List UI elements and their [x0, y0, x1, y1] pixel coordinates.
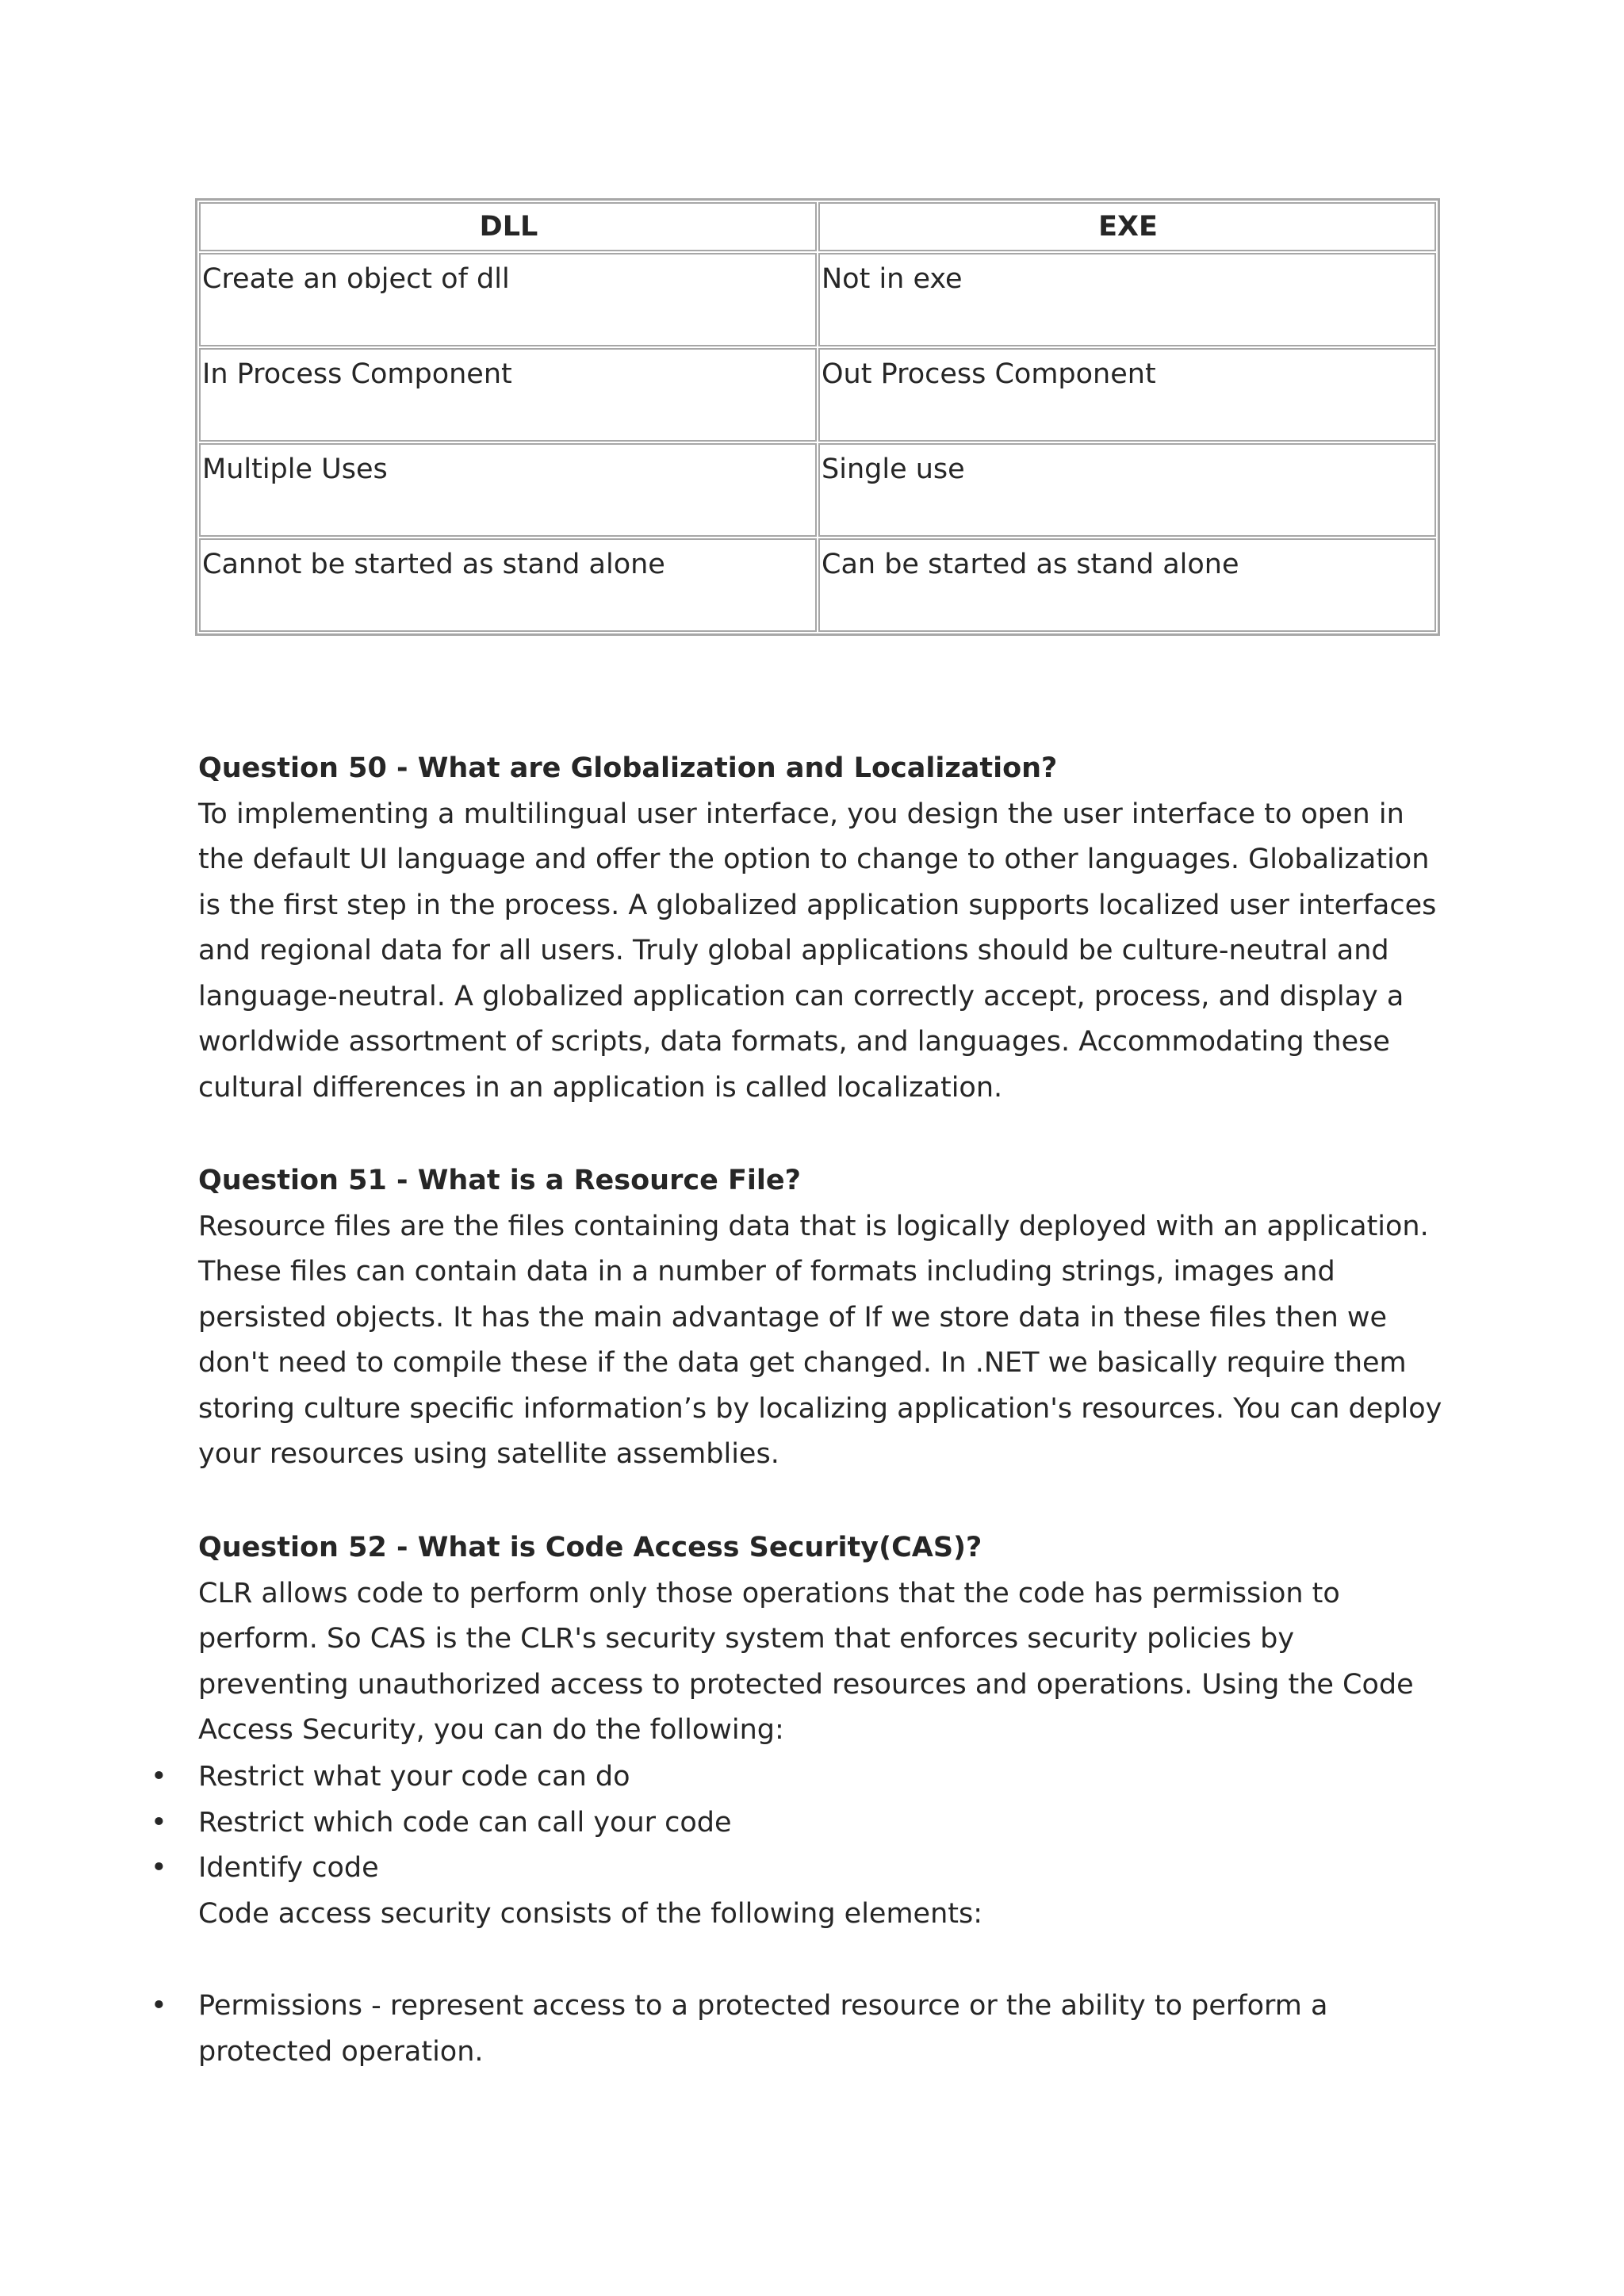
list-item-text: Permissions - represent access to a protected resource or the ability to perform a protected operation.	[198, 1990, 1328, 2068]
bullet-icon: •	[151, 1806, 167, 1839]
table-row	[199, 443, 1436, 537]
list-item-text: Restrict what your code can do	[198, 1761, 630, 1793]
elements-intro-text: Code access security consists of the following elements:	[198, 1898, 983, 1930]
table-header-row	[199, 202, 1436, 251]
list-item	[151, 1755, 1451, 1800]
question-51-section	[198, 1158, 1451, 1478]
list-item	[151, 1800, 1451, 1846]
question-51-body: Resource files are the files containing data that is logically deployed with an application. These files can contain data in a number of formats including strings, images and persisted objects. It has the main advantage of If we store data in these files then we don't need to compile these if the data get changed. In .NET we basically require them storing culture specific information’s by localizing application's resources. You can deploy your resources using satellite assemblies.	[198, 1210, 1442, 1470]
question-52-heading: Question 52 - What is Code Access Security(CAS)?	[198, 1532, 982, 1563]
list-item	[151, 1846, 1451, 1892]
list-item	[151, 1984, 1451, 2075]
table-row	[199, 348, 1436, 442]
table-header-exe: EXE	[818, 202, 1436, 251]
table-row	[199, 253, 1436, 346]
question-52-section	[198, 1525, 1451, 1754]
question-52-body: CLR allows code to perform only those operations that the code has permission to perform. So CAS is the CLR's security system that enforces security policies by preventing unauthorized access to protected resources and operations. Using the Code Access Security, you can do the following:	[198, 1577, 1414, 1746]
list-item-text: Identify code	[198, 1852, 379, 1884]
question-50-section	[198, 746, 1451, 1111]
table-cell: Cannot be started as stand alone	[199, 538, 817, 632]
list-item-text: Restrict which code can call your code	[198, 1806, 732, 1839]
bullet-icon: •	[151, 1990, 167, 2022]
table-row	[199, 538, 1436, 632]
table-cell: Not in exe	[818, 253, 1436, 346]
question-50-heading: Question 50 - What are Globalization and Localization?	[198, 752, 1058, 784]
cas-elements-list	[151, 1984, 1451, 2075]
question-50-body: To implementing a multilingual user interface, you design the user interface to open in the default UI language and offer the option to change to other languages. Globalization is the first step in the process. A globalized application supports localized user interfaces and regional data for all users. Truly global applications should be culture-neutral and language-neutral. A globalized application can correctly accept, process, and display a worldwide assortment of scripts, data formats, and languages. Accommodating these cultural differences in an application is called localization.	[198, 798, 1437, 1104]
cas-elements-intro	[198, 1892, 1451, 1938]
cas-capabilities-list	[151, 1755, 1451, 1892]
table-cell: Multiple Uses	[199, 443, 817, 537]
question-51-heading: Question 51 - What is a Resource File?	[198, 1165, 801, 1196]
table-cell: In Process Component	[199, 348, 817, 442]
bullet-icon: •	[151, 1852, 167, 1884]
table-header-dll: DLL	[199, 202, 817, 251]
table-cell: Create an object of dll	[199, 253, 817, 346]
table-cell: Single use	[818, 443, 1436, 537]
bullet-icon: •	[151, 1761, 167, 1793]
dll-exe-comparison-table	[195, 198, 1440, 636]
table-cell: Out Process Component	[818, 348, 1436, 442]
table-cell: Can be started as stand alone	[818, 538, 1436, 632]
